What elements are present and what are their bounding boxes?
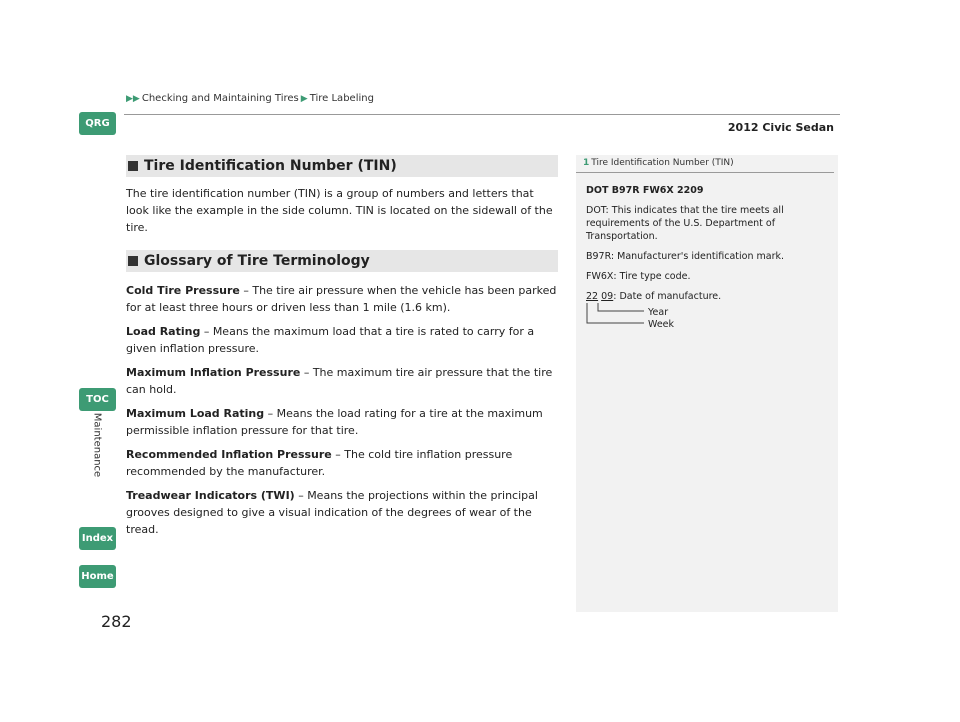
reference-number: 1 bbox=[583, 158, 590, 168]
date-explanation: : Date of manufacture. bbox=[613, 291, 722, 302]
term-definition: – The tire air pressure when the vehicle has been parked for at least three hours or driven less than 1 mile (1.6 km). bbox=[126, 284, 557, 314]
square-bullet-icon bbox=[128, 161, 138, 171]
page-number: 282 bbox=[101, 612, 132, 631]
tin-intro-paragraph: The tire identification number (TIN) is a group of numbers and letters that look like the example in the side column. TIN is located on the sidewall of the tire. bbox=[126, 187, 553, 234]
term-definition: – The cold tire inflation pressure recommended by the manufacturer. bbox=[126, 448, 513, 478]
date-code-leader-lines bbox=[586, 303, 656, 343]
breadcrumb bbox=[124, 93, 374, 104]
breadcrumb-arrow-icon: ▶ bbox=[300, 93, 308, 104]
term-name: Recommended Inflation Pressure bbox=[126, 448, 332, 461]
breadcrumb-item[interactable]: Checking and Maintaining Tires bbox=[141, 93, 299, 104]
glossary-term bbox=[126, 446, 558, 480]
section-heading-tin bbox=[126, 155, 558, 177]
section-heading-glossary bbox=[126, 250, 558, 272]
glossary-term bbox=[126, 282, 558, 316]
heading-text: Tire Identification Number (TIN) bbox=[144, 158, 397, 174]
term-definition: – Means the maximum load that a tire is rated to carry for a given inflation pressure. bbox=[126, 325, 535, 355]
glossary-term bbox=[126, 323, 558, 357]
term-name: Maximum Load Rating bbox=[126, 407, 265, 420]
header-divider bbox=[124, 114, 840, 115]
model-title: 2012 Civic Sedan bbox=[727, 121, 834, 134]
breadcrumb-arrow-icon: ▶▶ bbox=[126, 93, 140, 104]
toc-button[interactable]: TOC bbox=[79, 388, 116, 411]
glossary-term bbox=[126, 405, 558, 439]
date-code-diagram bbox=[586, 303, 838, 343]
term-definition: – The maximum tire air pressure that the tire can hold. bbox=[126, 366, 553, 396]
term-name: Treadwear Indicators (TWI) bbox=[126, 489, 295, 502]
side-column-title-text: Tire Identification Number (TIN) bbox=[591, 158, 734, 168]
term-name: Cold Tire Pressure bbox=[126, 284, 240, 297]
term-definition: – Means the load rating for a tire at the maximum permissible inflation pressure for that tire. bbox=[126, 407, 543, 437]
square-bullet-icon bbox=[128, 256, 138, 266]
home-button[interactable]: Home bbox=[79, 565, 116, 588]
term-name: Maximum Inflation Pressure bbox=[126, 366, 301, 379]
dot-explanation: DOT: This indicates that the tire meets all requirements of the U.S. Department of Transportation. bbox=[586, 205, 784, 242]
term-name: Load Rating bbox=[126, 325, 201, 338]
year-leader-line bbox=[598, 303, 644, 311]
index-button[interactable]: Index bbox=[79, 527, 116, 550]
glossary-term bbox=[126, 487, 558, 538]
side-column bbox=[576, 155, 838, 612]
section-side-label: Maintenance bbox=[91, 412, 103, 478]
tire-type-explanation: FW6X: Tire type code. bbox=[586, 271, 691, 282]
date-of-manufacture bbox=[586, 290, 838, 303]
year-label: Year bbox=[648, 307, 669, 318]
week-leader-line bbox=[587, 303, 644, 323]
heading-text: Glossary of Tire Terminology bbox=[144, 253, 370, 269]
term-definition: – Means the projections within the principal grooves designed to give a visual indication of the degrees of wear of the tread. bbox=[126, 489, 538, 536]
week-digits: 22 bbox=[586, 291, 599, 302]
qrg-button[interactable]: QRG bbox=[79, 112, 116, 135]
week-label: Week bbox=[648, 319, 675, 330]
tin-example-code: DOT B97R FW6X 2209 bbox=[586, 185, 704, 196]
glossary-term bbox=[126, 364, 558, 398]
breadcrumb-item[interactable]: Tire Labeling bbox=[309, 93, 374, 104]
side-column-title bbox=[576, 155, 834, 173]
main-content bbox=[126, 155, 558, 545]
manufacturer-mark-explanation: B97R: Manufacturer's identification mark. bbox=[586, 251, 785, 262]
year-digits: 09 bbox=[601, 291, 614, 302]
